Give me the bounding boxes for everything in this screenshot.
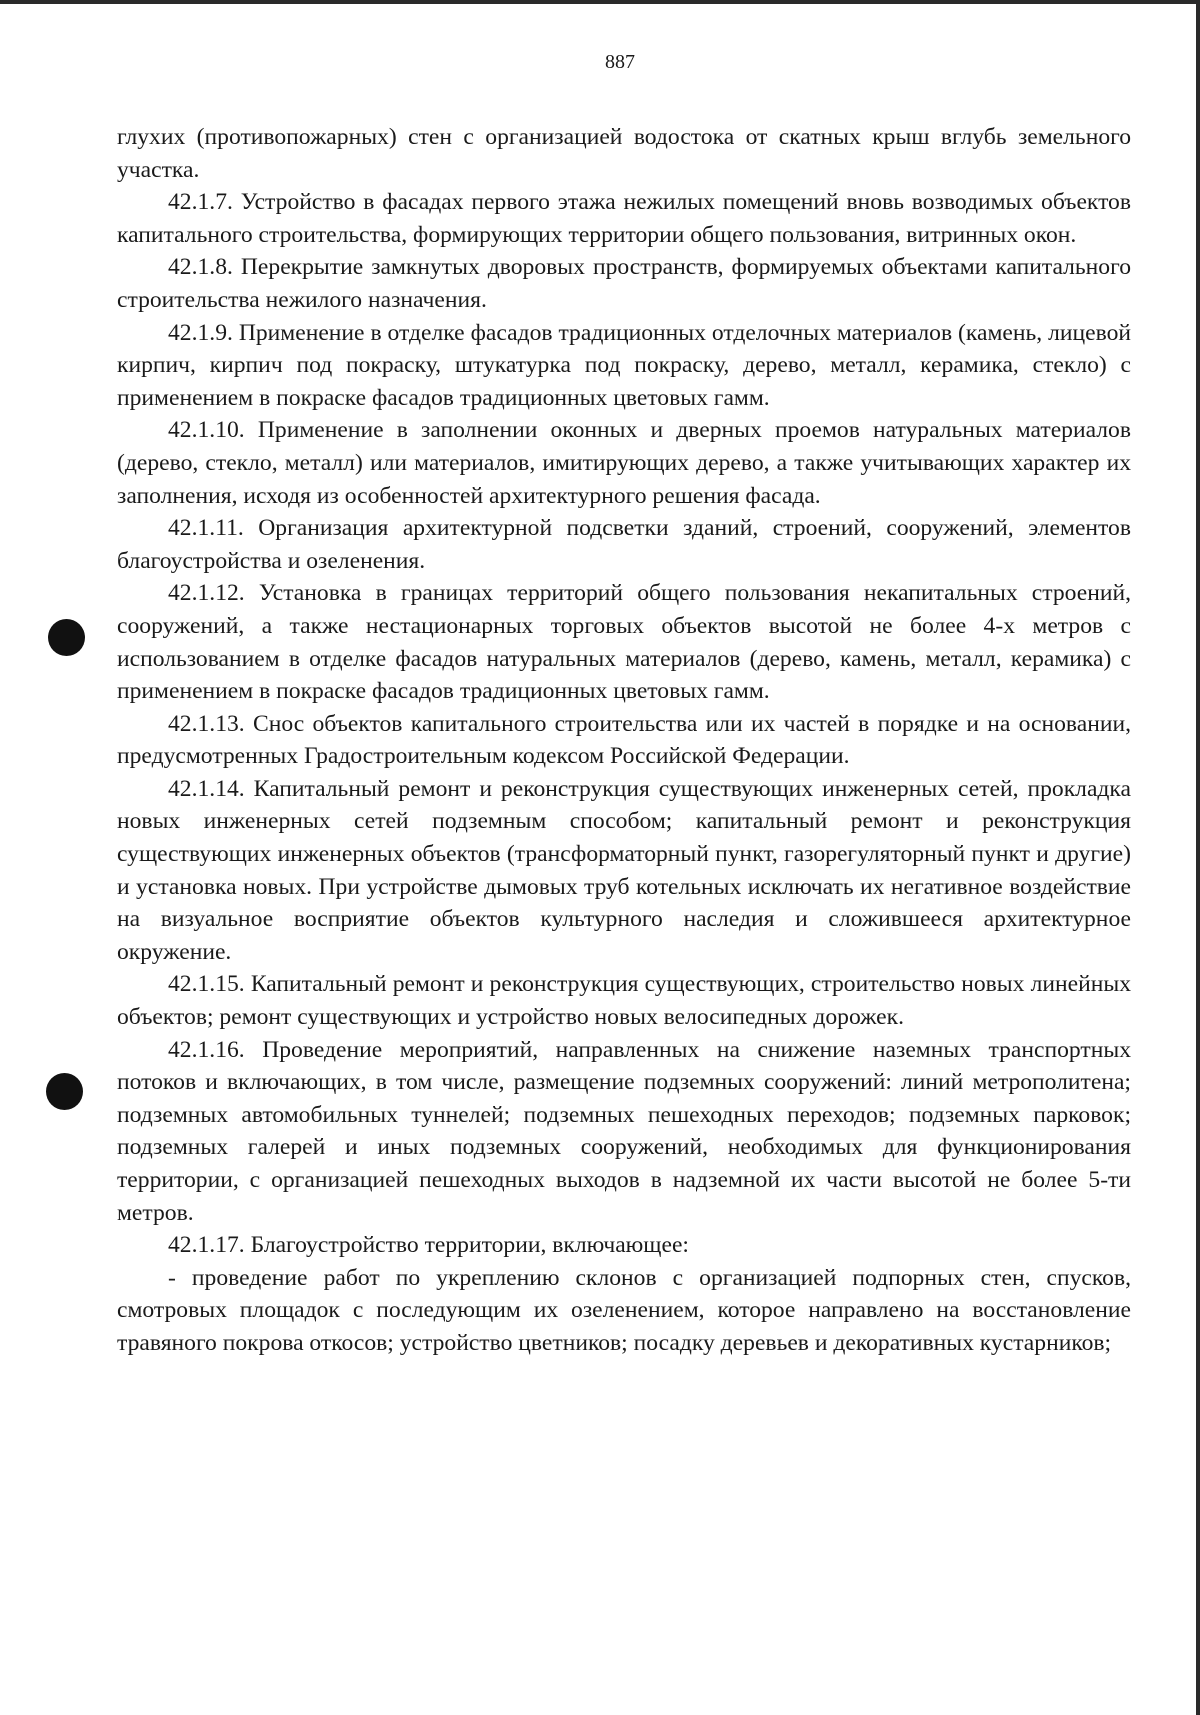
document-body <box>117 121 1131 1360</box>
clause-42-1-10: 42.1.10. Применение в заполнении оконных и дверных проемов натуральных материалов (дерево, стекло, металл) или материалов, имитирующих дерево, а также учитывающих характер их заполнения, исходя из особенностей архитектурного решения фасада. <box>117 417 1131 509</box>
clause-42-1-14: 42.1.14. Капитальный ремонт и реконструкция существующих инженерных сетей, прокладка новых инженерных сетей подземным способом; капитальный ремонт и реконструкция существующих инженерных объектов (трансформаторный пункт, газорегуляторный пункт и другие) и установка новых. При устройстве дымовых труб котельных исключать их негативное воздействие на визуальное восприятие объектов культурного наследия и сложившееся архитектурное окружение. <box>117 775 1131 965</box>
clause-42-1-7: 42.1.7. Устройство в фасадах первого этажа нежилых помещений вновь возводимых объектов капитального строительства, формирующих территории общего пользования, витринных окон. <box>117 189 1131 248</box>
clause-42-1-8: 42.1.8. Перекрытие замкнутых дворовых пространств, формируемых объектами капитального строительства нежилого назначения. <box>117 254 1131 313</box>
punch-hole <box>46 1073 83 1110</box>
clause-42-1-13: 42.1.13. Снос объектов капитального строительства или их частей в порядке и на основании, предусмотренных Градостроительным кодексом Российской Федерации. <box>117 710 1131 770</box>
clause-42-1-9: 42.1.9. Применение в отделке фасадов традиционных отделочных материалов (камень, лицевой кирпич, кирпич под покраску, штукатурка под покраску, дерево, металл, керамика, стекло) с применением в покраске фасадов традиционных цветовых гамм. <box>117 319 1131 411</box>
clause-42-1-16: 42.1.16. Проведение мероприятий, направленных на снижение наземных транспортных потоков и включающих, в том числе, размещение подземных сооружений: линий метрополитена; подземных автомобильных туннелей; подземных пешеходных переходов; подземных парковок; подземных галерей и иных подземных сооружений, необходимых для функционирования территории, с организацией пешеходных выходов в надземной их части высотой не более 5-ти метров. <box>117 1036 1131 1226</box>
clause-42-1-11: 42.1.11. Организация архитектурной подсветки зданий, строений, сооружений, элементов благоустройства и озеленения. <box>117 515 1131 574</box>
clause-42-1-12: 42.1.12. Установка в границах территорий общего пользования некапитальных строений, сооружений, а также нестационарных торговых объектов высотой не более 4-х метров с использованием в отделке фасадов натуральных материалов (дерево, камень, металл, керамика) с применением в покраске фасадов традиционных цветовых гамм. <box>117 580 1131 705</box>
clause-42-1-15: 42.1.15. Капитальный ремонт и реконструкция существующих, строительство новых линейных объектов; ремонт существующих и устройство новых велосипедных дорожек. <box>117 971 1131 1031</box>
scan-edge-top <box>0 0 1200 4</box>
list-item-slopes: - проведение работ по укреплению склонов с организацией подпорных стен, спусков, смотровых площадок с последующим их озеленением, которое направлено на восстановление травяного покрова откосов; устройство цветников; посадку деревьев и декоративных кустарников; <box>117 1264 1131 1356</box>
clause-42-1-17: 42.1.17. Благоустройство территории, включающее: <box>168 1232 689 1259</box>
scan-edge-right <box>1196 0 1200 1715</box>
page-number: 887 <box>605 51 635 73</box>
punch-hole <box>48 619 85 656</box>
paragraph-continuation: глухих (противопожарных) стен с организацией водостока от скатных крыш вглубь земельного участка. <box>117 124 1131 183</box>
